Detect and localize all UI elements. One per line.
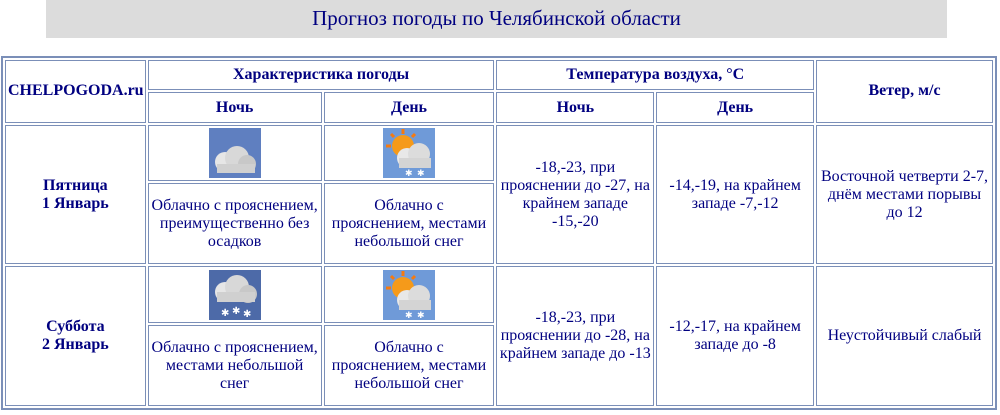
temp-day-cell: -12,-17, на крайнем западе до -8 — [656, 266, 814, 406]
svg-text:✱: ✱ — [231, 305, 241, 317]
page-title: Прогноз погоды по Челябинской области — [46, 0, 947, 38]
night-desc: Облачно с прояснением, преимущественно без осадков — [148, 183, 322, 264]
night-icon-cell — [148, 125, 322, 182]
svg-text:✱: ✱ — [405, 169, 413, 179]
weather-char-header: Характеристика погоды — [148, 60, 495, 90]
day-cell — [5, 125, 146, 265]
temp-day-header: День — [656, 92, 814, 122]
cloudy-snow-icon — [209, 270, 261, 320]
temperature-header: Температура воздуха, °C — [496, 60, 814, 90]
cloudy-sun-snow-icon — [383, 270, 435, 320]
day-icon-cell — [324, 266, 495, 323]
day-desc: Облачно с прояснением, местами небольшой снег — [324, 183, 495, 264]
forecast-table — [1, 56, 997, 410]
day-cell — [5, 266, 146, 406]
temp-night-header: Ночь — [496, 92, 654, 122]
svg-text:✱: ✱ — [405, 310, 413, 320]
wind-header: Ветер, м/с — [816, 60, 993, 123]
day-name: Пятница — [43, 176, 108, 194]
svg-text:✱: ✱ — [417, 310, 425, 320]
weather-day-header: День — [324, 92, 495, 122]
temp-day-cell: -14,-19, на крайнем западе -7,-12 — [656, 125, 814, 265]
night-desc: Облачно с прояснением, местами небольшой снег — [148, 325, 322, 406]
temp-night-cell: -18,-23, при прояснении до -28, на крайнем западе до -13 — [496, 266, 654, 406]
cloudy-moon-icon — [209, 128, 261, 178]
wind-cell: Неустойчивый слабый — [816, 266, 993, 406]
day-icon-cell — [324, 125, 495, 182]
day-date: 2 Январь — [41, 336, 109, 354]
night-icon-cell — [148, 266, 322, 323]
day-name: Суббота — [46, 318, 105, 336]
svg-text:✱: ✱ — [220, 307, 230, 319]
day-date: 1 Январь — [41, 194, 109, 212]
wind-cell: Восточной четверти 2-7, днём местами порывы до 12 — [816, 125, 993, 265]
temp-night-cell: -18,-23, при прояснении до -27, на крайнем западе -15,-20 — [496, 125, 654, 265]
day-desc: Облачно с прояснением, местами небольшой снег — [324, 325, 495, 406]
weather-night-header: Ночь — [148, 92, 322, 122]
svg-text:✱: ✱ — [417, 169, 425, 179]
cloudy-sun-snow-icon — [383, 128, 435, 178]
site-name: CHELPOGODA.ru — [5, 60, 146, 123]
svg-text:✱: ✱ — [242, 308, 252, 320]
